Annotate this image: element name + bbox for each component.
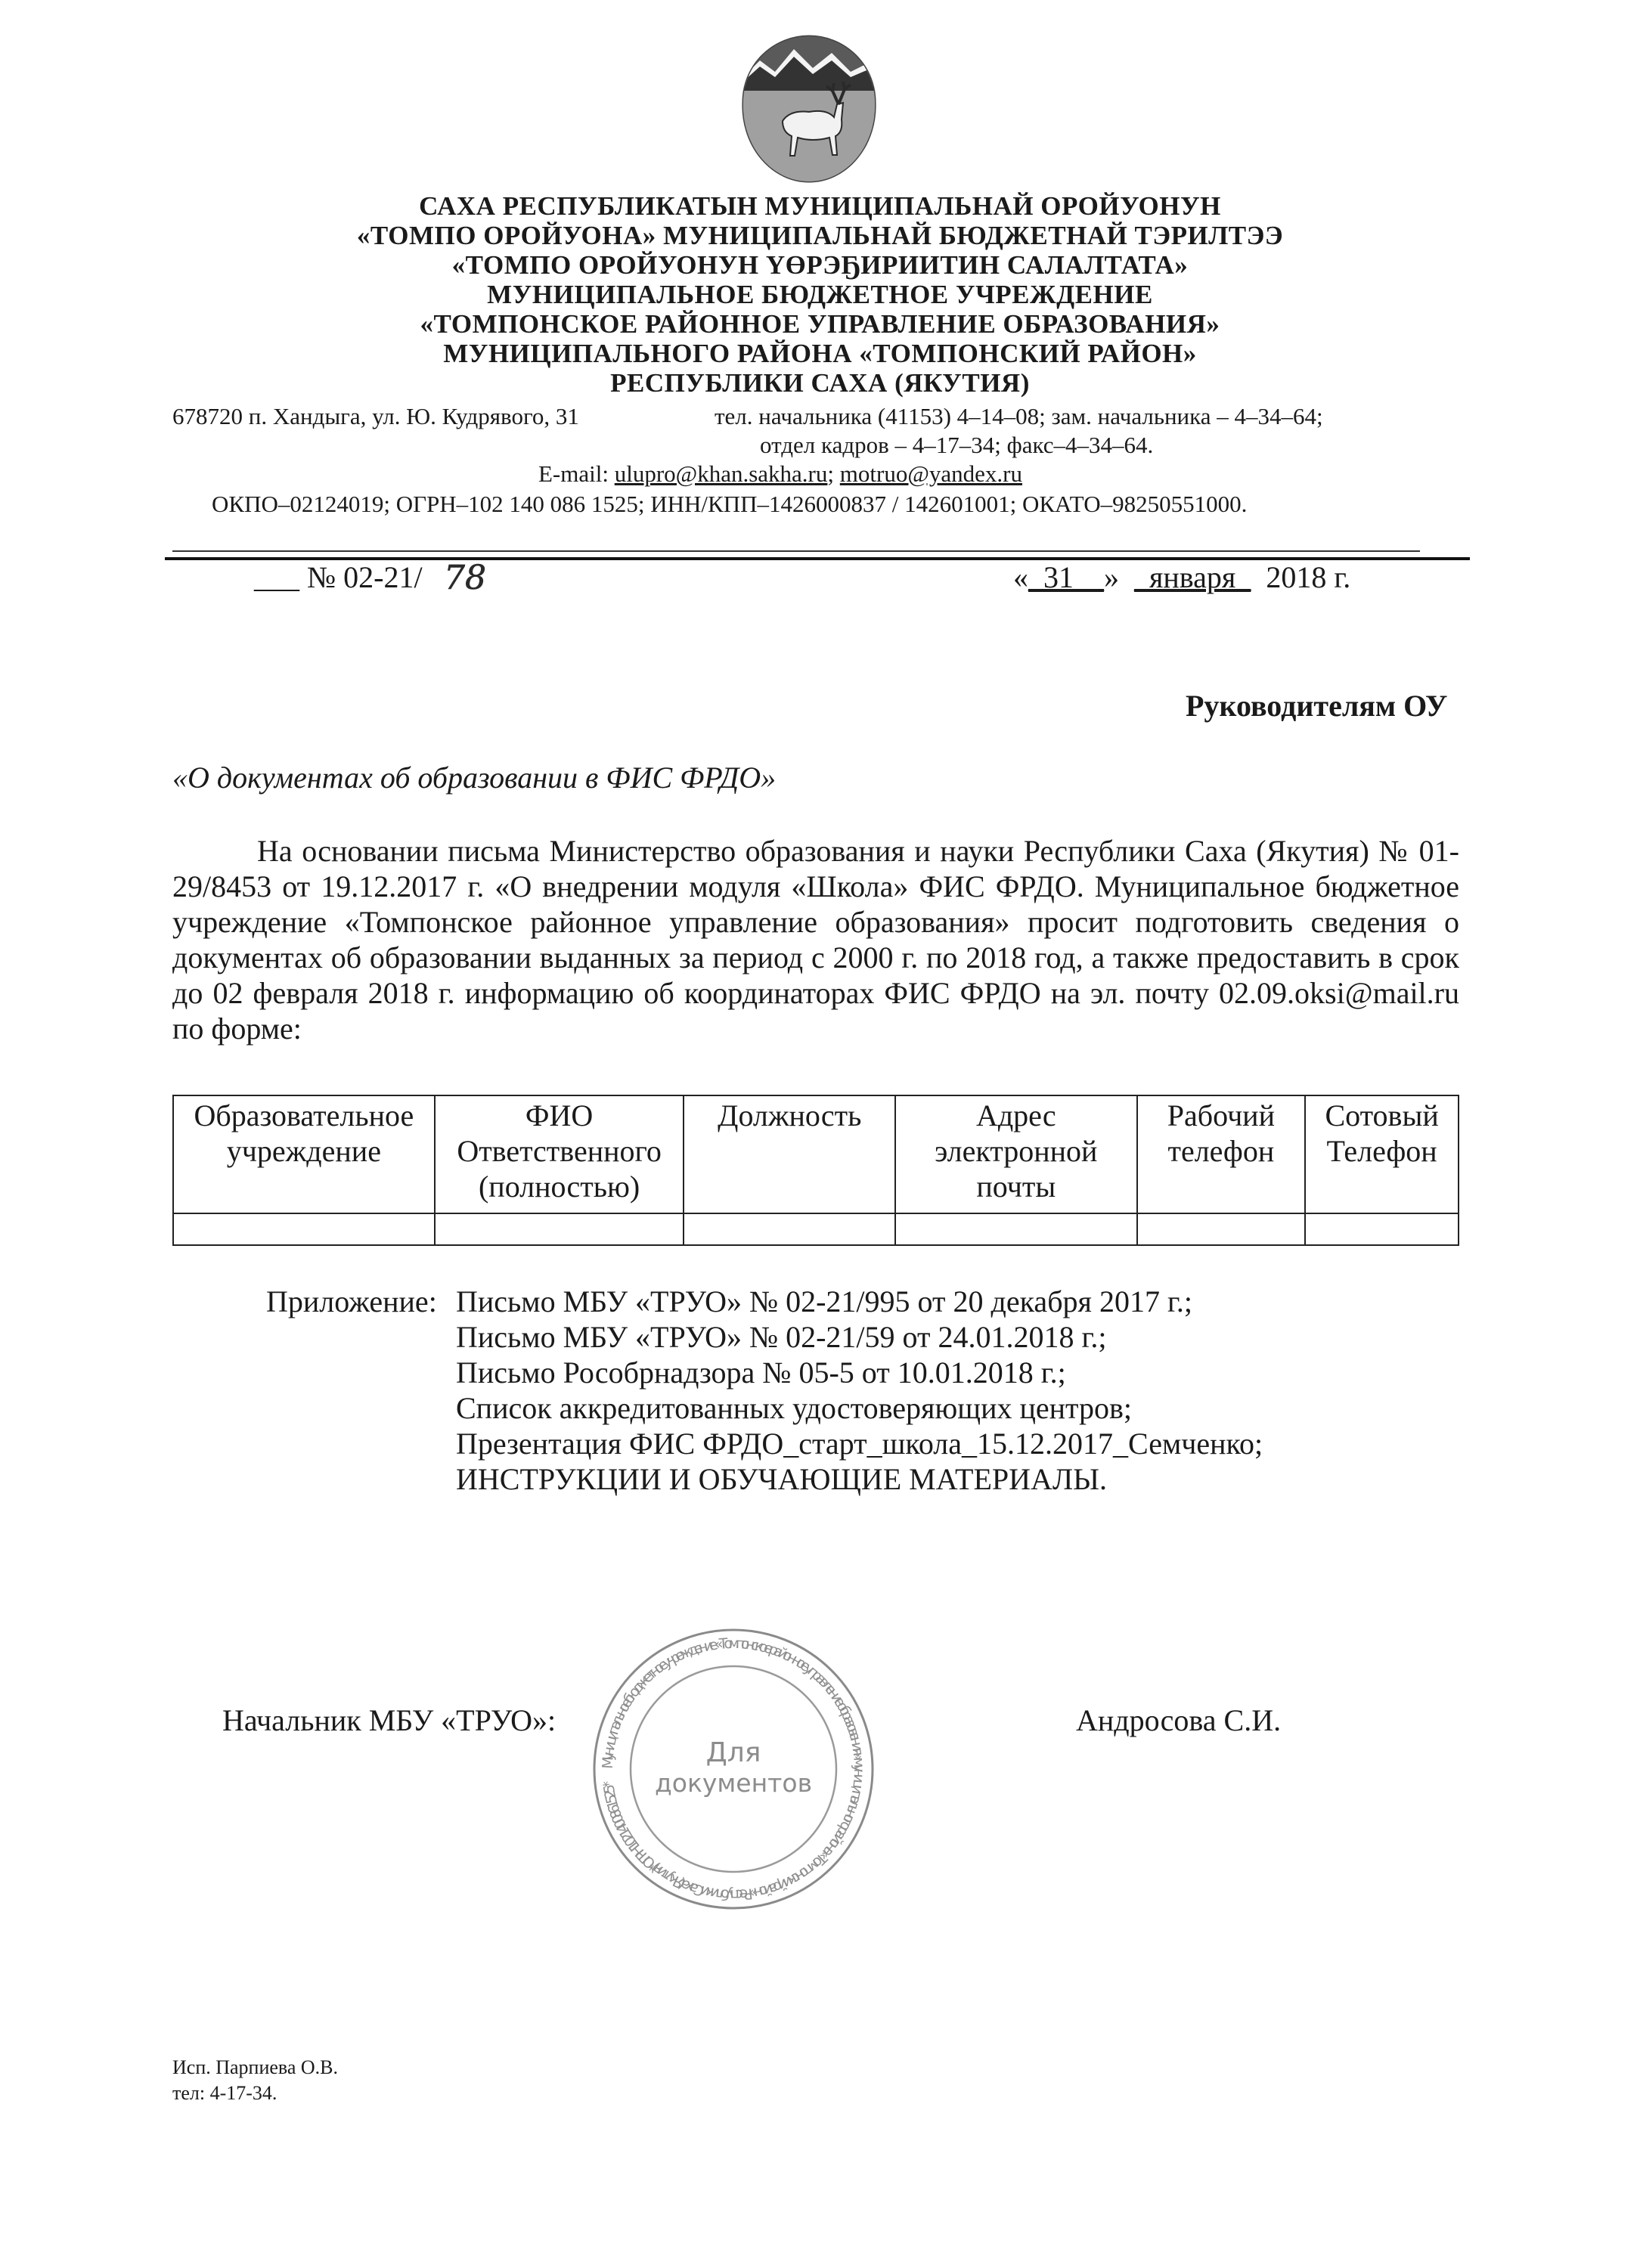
list-item: Список аккредитованных удостоверяющих центров; — [456, 1391, 1133, 1425]
header-cell-email: Адрес электронной почты — [895, 1095, 1137, 1213]
header-cell-position: Должность — [684, 1095, 895, 1213]
body-paragraph: На основании письма Министерство образования и науки Республики Саха (Якутия) № 01-29/8453 от 19.12.2017 г. «О внедрении модуля «Школа» ФИС ФРДО. Муниципальное бюджетное учреждение «Томпонское районное управление образования» просит подготовить сведения о документах об образовании выданных за период с 2000 г. по 2018 год, а также предоставить в срок до 02 февраля 2018 г. информацию об координаторах ФИС ФРДО на эл. почту 02.09.oksi@mail.ru по форме: — [172, 834, 1459, 1046]
document-number: ___ № 02-21/ — [254, 560, 423, 594]
email-link-1[interactable]: ulupro@khan.sakha.ru — [614, 460, 828, 487]
empty-cell[interactable] — [435, 1213, 684, 1245]
svg-text:78: 78 — [444, 560, 486, 595]
date-close-quote: » — [1104, 560, 1119, 594]
org-codes: ОКПО–02124019; ОГРН–102 140 086 1525; ИНН/КПП–1426000837 / 142601001; ОКАТО–98250551000. — [212, 491, 1248, 517]
reindeer-coat-of-arms-icon — [737, 30, 881, 185]
table-header-row — [173, 1095, 1459, 1213]
attachments-label: Приложение: — [266, 1284, 437, 1318]
document-date — [1013, 561, 1350, 594]
header-line-1: САХА РЕСПУБЛИКАТЫН МУНИЦИПАЛЬНАЙ ОРОЙУОНУН — [419, 191, 1221, 221]
header-line-3: «ТОМПО ОРОЙУОНУН ҮӨРЭҔИРИИТИН САЛАЛТАТА» — [451, 250, 1189, 280]
official-stamp — [586, 1624, 881, 1915]
list-item: Письмо МБУ «ТРУО» № 02-21/995 от 20 декабря 2017 г.; — [456, 1284, 1192, 1318]
email-separator: ; — [827, 460, 840, 487]
subject-line: «О документах об образовании в ФИС ФРДО» — [172, 761, 777, 795]
org-address: 678720 п. Хандыга, ул. Ю. Кудрявого, 31 — [172, 403, 579, 429]
svg-text:Муниципальное бюджетное учрежд: Муниципальное бюджетное учреждение «Томпонское районное управление образования» муниципального района «Томпонский район» Республики Саха (Якутия) * ОГРН 1021400861525 * — [599, 1634, 868, 1904]
letter-body — [172, 833, 1459, 1046]
header-cell-work-phone: Рабочий телефон — [1137, 1095, 1306, 1213]
list-item: ИНСТРУКЦИИ И ОБУЧАЮЩИЕ МАТЕРИАЛЫ. — [456, 1462, 1107, 1496]
svg-text:Для: Для — [705, 1737, 761, 1768]
org-phones-2: отдел кадров – 4–17–34; факс–4–34–64. — [760, 432, 1154, 458]
signatory-position: Начальник МБУ «ТРУО»: — [222, 1703, 556, 1737]
list-item: Письмо МБУ «ТРУО» № 02-21/59 от 24.01.2018 г.; — [456, 1320, 1107, 1354]
date-day: _31__ — [1028, 560, 1104, 594]
coordinator-form-table — [172, 1095, 1459, 1246]
header-line-2: «ТОМПО ОРОЙУОНА» МУНИЦИПАЛЬНАЙ БЮДЖЕТНАЙ ТЭРИЛТЭЭ — [356, 221, 1284, 250]
header-cell-fio: ФИО Ответственного (полностью) — [435, 1095, 684, 1213]
empty-cell[interactable] — [173, 1213, 435, 1245]
list-item: Письмо Рособрнадзора № 05-5 от 10.01.2018 г.; — [456, 1356, 1066, 1390]
handwritten-number — [441, 560, 506, 595]
header-divider-thin — [172, 550, 1420, 552]
attachments-list — [456, 1284, 1263, 1497]
table-row — [173, 1213, 1459, 1245]
header-cell-institution: Образовательное учреждение — [173, 1095, 435, 1213]
date-month: _января_ — [1134, 560, 1251, 594]
svg-text:документов: документов — [654, 1768, 813, 1798]
org-email — [538, 460, 1022, 488]
executor-name: Исп. Парпиева О.В. — [172, 2056, 339, 2078]
empty-cell[interactable] — [1305, 1213, 1459, 1245]
empty-cell[interactable] — [895, 1213, 1137, 1245]
empty-cell[interactable] — [1137, 1213, 1306, 1245]
date-year: 2018 г. — [1266, 560, 1351, 594]
empty-cell[interactable] — [684, 1213, 895, 1245]
header-cell-mobile-phone: Сотовый Телефон — [1305, 1095, 1459, 1213]
list-item: Презентация ФИС ФРДО_старт_школа_15.12.2017_Семченко; — [456, 1427, 1263, 1461]
header-line-6: МУНИЦИПАЛЬНОГО РАЙОНА «ТОМПОНСКИЙ РАЙОН» — [443, 339, 1197, 368]
header-line-5: «ТОМПОНСКОЕ РАЙОННОЕ УПРАВЛЕНИЕ ОБРАЗОВАНИЯ» — [420, 309, 1220, 339]
executor-phone: тел: 4-17-34. — [172, 2082, 277, 2104]
signatory-name: Андросова С.И. — [1076, 1703, 1282, 1737]
org-phones: тел. начальника (41153) 4–14–08; зам. начальника – 4–34–64; — [715, 403, 1323, 429]
header-line-4: МУНИЦИПАЛЬНОЕ БЮДЖЕТНОЕ УЧРЕЖДЕНИЕ — [487, 280, 1153, 309]
date-open-quote: « — [1013, 560, 1028, 594]
addressee: Руководителям ОУ — [1186, 689, 1448, 723]
header-line-7: РЕСПУБЛИКИ САХА (ЯКУТИЯ) — [610, 368, 1030, 398]
email-label: E-mail: — [538, 460, 615, 487]
email-link-2[interactable]: motruo@yandex.ru — [839, 460, 1022, 487]
